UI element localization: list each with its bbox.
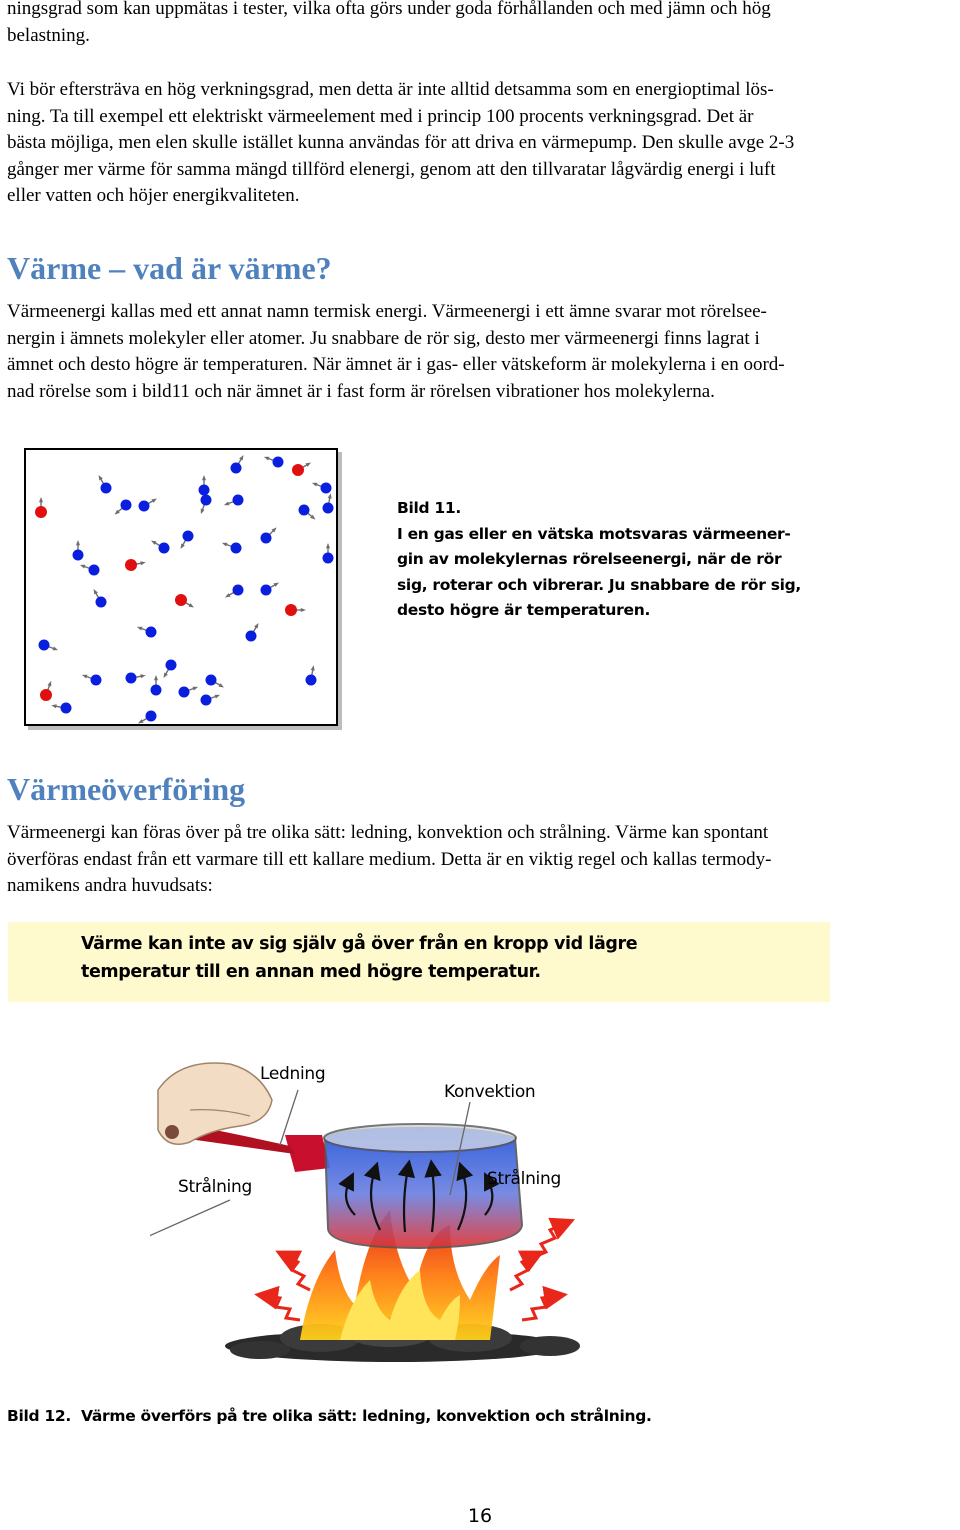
molecule-dot: [35, 506, 47, 518]
molecule-blue: [222, 543, 242, 554]
molecule-dot: [146, 711, 157, 722]
motion-arrow-head: [138, 719, 144, 723]
molecule-dot: [206, 675, 217, 686]
text-line: eller vatten och höjer energikvaliteten.: [7, 185, 300, 206]
motion-arrow-head: [305, 463, 311, 467]
motion-arrow-head: [151, 499, 157, 503]
rule-line: temperatur till en annan med högre temperatur.: [81, 962, 541, 982]
motion-arrow-head: [224, 501, 230, 505]
molecule-blue: [225, 585, 243, 598]
molecule-dot: [246, 631, 257, 642]
molecule-blue: [164, 660, 177, 678]
molecule-dot: [175, 594, 187, 606]
label-convection: Konvektion: [444, 1082, 536, 1102]
molecule-dot: [73, 550, 84, 561]
heat-paragraph: [7, 299, 951, 405]
molecule-dot: [233, 495, 244, 506]
molecule-blue: [224, 495, 244, 506]
text-line: namikens andra huvudsats:: [7, 875, 213, 896]
page-number: 16: [467, 1505, 493, 1527]
rule-text: [81, 930, 781, 986]
molecule-blue: [139, 499, 157, 512]
text-line: Värmeenergi kan föras över på tre olika sätt: ledning, konvektion och strålning. Värme kan spontant: [7, 822, 769, 843]
motion-arrow-head: [218, 683, 224, 687]
motion-arrow-head: [164, 672, 168, 678]
caption-line: Bild 11.: [397, 499, 461, 517]
motion-arrow-head: [140, 674, 145, 678]
motion-arrow-head: [254, 623, 258, 629]
text-line: gånger mer värme för samma mängd tillförd elenergi, genom att den tillvaratar lågvärdig energi i luft: [7, 158, 776, 180]
molecule-dot: [125, 559, 137, 571]
molecule-dot: [299, 505, 310, 516]
efficiency-paragraph: [7, 77, 951, 210]
molecule-dot: [231, 543, 242, 554]
molecule-blue: [231, 455, 244, 473]
text-line: nad rörelse som i bild11 och när ämnet är i fast form är rörelsen vibrationer hos molekylerna.: [7, 380, 715, 402]
molecule-dot: [39, 640, 50, 651]
text-line: överföras endast från ett varmare till ett kallare medium. Detta är en viktig regel och kallas termody-: [7, 848, 772, 870]
molecule-blue: [264, 457, 284, 468]
molecule-dot: [233, 585, 244, 596]
rule-line: Värme kan inte av sig själv gå över från en kropp vid lägre: [81, 934, 638, 954]
label-radiation-right: Strålning: [487, 1169, 561, 1189]
molecule-dot: [231, 463, 242, 474]
molecule-blue: [312, 483, 332, 494]
motion-arrow-head: [80, 565, 86, 569]
molecule-dot: [96, 597, 107, 608]
label-radiation-left: Strålning: [178, 1177, 252, 1197]
molecule-dot: [121, 500, 132, 511]
molecule-dot: [285, 604, 297, 616]
molecule-blue: [206, 675, 224, 688]
molecule-diagram: [26, 450, 336, 724]
molecule-blue: [179, 687, 199, 698]
text-line: ningsgrad som kan uppmätas i tester, vilka ofta görs under goda förhållanden och med jämn och hög: [7, 0, 771, 19]
motion-arrow-head: [51, 704, 56, 708]
figure12-caption: [7, 1407, 652, 1425]
motion-arrow-head: [47, 681, 51, 687]
motion-arrow-head: [76, 540, 80, 545]
figure12-caption-text: Värme överförs på tre olika sätt: ledning, konvektion och strålning.: [81, 1407, 652, 1425]
molecule-blue: [39, 640, 59, 651]
motion-arrow-head: [311, 665, 315, 670]
molecule-blue: [151, 675, 162, 696]
text-line: ämnet och desto högre är temperaturen. När ämnet är i gas- eller vätskeform är molekylerna i en oord-: [7, 354, 785, 375]
molecule-red: [292, 463, 311, 477]
motion-arrow-head: [154, 675, 158, 680]
molecule-blue: [306, 665, 317, 685]
intro-paragraph: [7, 0, 951, 49]
motion-arrow-head: [82, 675, 88, 679]
molecule-dot: [139, 501, 150, 512]
text-line: Vi bör eftersträva en hög verkningsgrad, men detta är inte alltid detsamma som en energioptimal lös-: [7, 79, 774, 100]
molecule-dot: [201, 695, 212, 706]
motion-arrow-head: [222, 543, 228, 547]
caption-line: gin av molekylernas rörelseenergi, när de rör: [397, 550, 782, 568]
motion-arrow-head: [193, 687, 199, 691]
molecule-dot: [159, 543, 170, 554]
text-line: belastning.: [7, 24, 90, 46]
text-line: Värmeenergi kallas med ett annat namn termisk energi. Värmeenergi i ett ämne svarar mot rörelsee-: [7, 301, 767, 322]
motion-arrow-head: [151, 541, 157, 545]
label-conduction: Ledning: [260, 1064, 326, 1084]
molecule-blue: [199, 475, 210, 496]
molecule-dot: [201, 495, 212, 506]
molecule-dot: [183, 531, 194, 542]
motion-arrow-head: [312, 483, 318, 487]
molecule-blue: [137, 627, 157, 638]
molecule-blue: [323, 543, 334, 564]
molecule-dot: [151, 685, 162, 696]
heat-transfer-figure: [150, 1050, 610, 1370]
molecule-dot: [199, 485, 210, 496]
transfer-paragraph: [7, 820, 951, 900]
molecule-red: [40, 681, 52, 701]
motion-arrow-head: [239, 455, 243, 461]
motion-arrow-head: [328, 493, 332, 498]
molecule-blue: [299, 505, 316, 520]
caption-line: desto högre är temperaturen.: [397, 601, 651, 619]
molecule-blue: [115, 500, 132, 515]
molecule-blue: [99, 475, 112, 493]
molecule-dot: [166, 660, 177, 671]
motion-arrow-head: [273, 583, 279, 587]
molecule-dot: [40, 689, 52, 701]
molecule-dot: [273, 457, 284, 468]
molecule-dot: [89, 565, 100, 576]
molecule-blue: [138, 711, 156, 724]
molecule-red: [35, 497, 47, 518]
caption-line: I en gas eller en vätska motsvaras värmeener-: [397, 524, 791, 543]
motion-arrow-head: [225, 593, 231, 597]
motion-arrow-head: [39, 497, 43, 502]
motion-arrow-head: [140, 561, 145, 565]
molecule-blue: [94, 589, 107, 607]
molecule-dot: [323, 553, 334, 564]
section-heading-heat: Värme – vad är värme?: [7, 250, 332, 286]
figure11-caption: [397, 496, 817, 624]
molecule-blue: [80, 565, 100, 576]
section-heading-transfer: Värmeöverföring: [7, 771, 246, 807]
motion-arrow-head: [202, 475, 206, 480]
molecule-dot: [261, 533, 272, 544]
text-line: nergin i ämnets molekyler eller atomer. Ju snabbare de rör sig, desto mer värmeenergi finns lagrat i: [7, 327, 760, 349]
molecule-dot: [321, 483, 332, 494]
molecule-dot: [91, 675, 102, 686]
molecule-blue: [201, 495, 212, 515]
motion-arrow-head: [53, 646, 59, 650]
motion-arrow-head: [94, 589, 98, 595]
molecule-blue: [51, 703, 71, 714]
molecule-blue: [261, 527, 277, 543]
molecule-blue: [151, 541, 169, 554]
molecule-blue: [181, 531, 194, 549]
molecule-blue: [201, 695, 221, 706]
text-line: bästa möjliga, men elen skulle istället kunna användas för att driva en värmepump. Den skulle avge 2-3: [7, 132, 795, 153]
molecule-dot: [126, 673, 137, 684]
molecule-dot: [61, 703, 72, 714]
molecule-dot: [306, 675, 317, 686]
motion-arrow-head: [326, 543, 330, 548]
motion-arrow-head: [264, 457, 270, 461]
molecule-red: [175, 594, 194, 608]
molecule-blue: [82, 675, 102, 686]
molecule-dot: [101, 483, 112, 494]
molecule-dot: [179, 687, 190, 698]
molecule-blue: [126, 673, 146, 684]
motion-arrow-head: [188, 603, 194, 607]
molecule-blue: [323, 493, 334, 513]
figure12-caption-number: Bild 12.: [7, 1407, 71, 1425]
molecule-red: [285, 604, 306, 616]
caption-line: sig, roterar och vibrerar. Ju snabbare de rör sig,: [397, 575, 802, 594]
molecule-blue: [261, 583, 279, 596]
molecule-dot: [292, 464, 304, 476]
molecule-figure: [24, 448, 338, 726]
heat-transfer-illustration: [150, 1050, 610, 1370]
motion-arrow-head: [201, 509, 205, 515]
rule-highlight-box: [8, 922, 830, 1002]
motion-arrow-head: [181, 543, 185, 549]
text-line: ning. Ta till exempel ett elektriskt värmeelement med i princip 100 procents verkningsgrad. Det är: [7, 105, 754, 127]
motion-arrow-head: [301, 608, 306, 612]
molecule-blue: [246, 623, 259, 641]
motion-arrow-head: [99, 475, 103, 481]
molecule-dot: [323, 503, 334, 514]
molecule-red: [125, 559, 146, 571]
molecule-blue: [73, 540, 84, 561]
molecule-dot: [146, 627, 157, 638]
motion-arrow-head: [137, 627, 143, 631]
motion-arrow-head: [215, 695, 221, 699]
molecule-dot: [261, 585, 272, 596]
